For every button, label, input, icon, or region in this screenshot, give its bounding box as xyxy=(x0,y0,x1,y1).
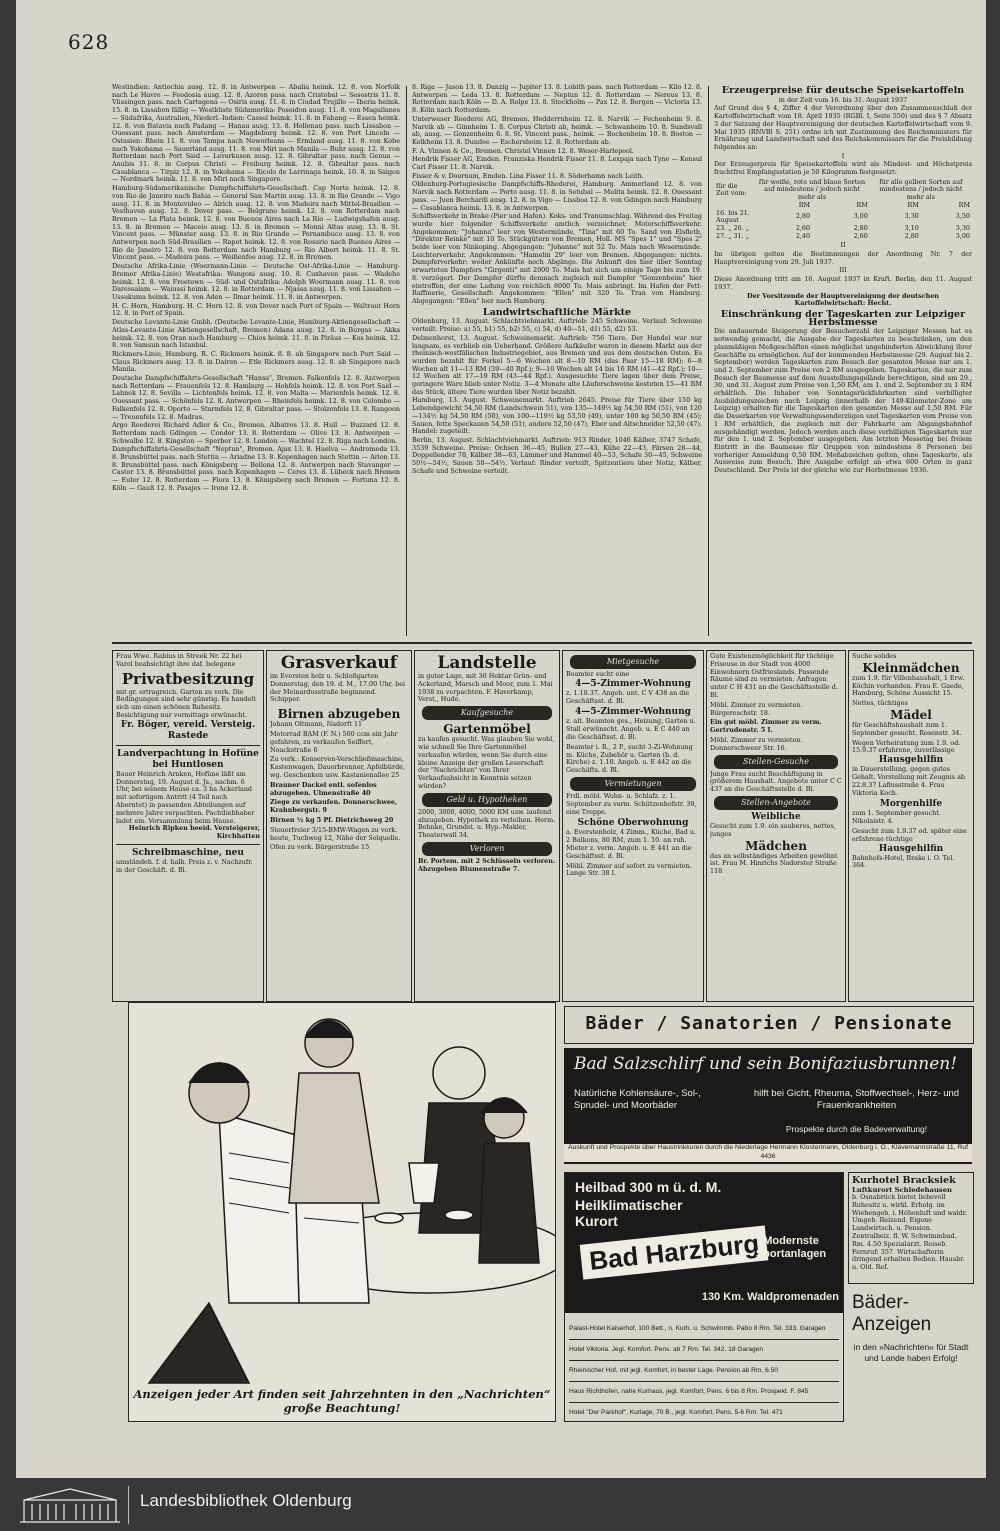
section-numeral: III xyxy=(839,266,847,275)
ad-text: z. alt. Beamten ges., Heizung, Garten u. Stall erwünscht. Angeb. u. E C 440 an die Geschäftsst. d. Bl. xyxy=(566,717,696,741)
table-row xyxy=(714,225,972,233)
harzburg-banner xyxy=(565,1173,843,1313)
shipping-column-1 xyxy=(112,84,400,636)
script-headline: Bad Salzschlirf und sein Bonifaziusbrunnen! xyxy=(574,1054,958,1074)
shipping-news-paragraph: Westindien: Antiochia ausg. 12. 8. in Antwerpen — Abalia heimk. 12. 8. von Norfolk nach Le Havre — Feodosia ausg. 12. 8. Azoren pass. nach Cristobal — Sesostris 11. 8. Vlissingen pass. nach Cartagena — Osiris ausg. 11. 8. in Ciudad Trujillo — Iberia heimk. 15. 8. in Lissabon fällig — Westküste Südamerika: Poseidon ausg. 11. 8. von Magallanes — Südafrika, Australien, Niederl.-Indien: Cassel heimk. 11. 8. in Fabang — Essen heimk. 12. 8. von Batavia nach Padang — Hanau ausg. 13. 8. Hollenau pass. nach Lissabon — Ouessant pass. nach Amsterdam — Magdeburg heimk. 12. 8. von Port Lincoln — Ostasien: Rhein 11. 8. von Tampa nach Neworleans — Ermland ausg. 11. 8. von Kobe nach Yokohama — Sauerland ausg. 11. 8. von Miri nach Manila — Ruhr ausg. 12. 8. von Rotterdam nach Port Said — Leverkusen ausg. 12. 8. Gibraltar pass. nach Genua — Anubis 11. 8. in Corpus Christi — Freiburg heimk. 12. 8. Gibraltar pass. nach Casablanca — Tirpiz 12. 8. in Yokohama — Ricolo de Larrinaga heimk. 10. 8. in Saigon — Nordmark heimk. 11. 8. von Miri nach Singapore. xyxy=(112,84,400,184)
ad-signature: Fr. Böger, vereid. Versteig. Rastede xyxy=(120,719,256,741)
ad-column-3 xyxy=(414,650,560,1002)
prices-table xyxy=(714,179,972,241)
list-item: Rheinischer Hof, mit jegl. Komfort, in bester Lage. Pension ab Rm. 6.50 xyxy=(569,1361,839,1382)
ad-title: Weibliche xyxy=(751,811,801,822)
prices-text: Im übrigen gelten die Bestimmungen der Anordnung Nr. 7 der Hauptvereinigung vom 29. Juli 1937. xyxy=(714,250,972,266)
ad-text: Ziege zu verkaufen. Donnerschwee, Krahnbergstr. 9 xyxy=(270,798,398,815)
section-banner: Geld u. Hypotheken xyxy=(422,793,552,807)
table-cell: 3,30 xyxy=(955,223,970,232)
ad-column-2 xyxy=(266,650,412,1002)
table-header-cell: für alle gelben Sorten auf mindestens / jedoch nicht mehr als xyxy=(879,177,963,202)
market-report: Berlin, 13. August. Schlachtviehmarkt. Auftrieb: 913 Rinder, 1046 Kälber, 3747 Schafe, 3539 Schweine. Preise: Ochsen 36—45, Bullen 27—43, Kühe 22—43, Färsen 28—44, Doppellender 78, Kälber 38—63, Lämmer und Hammel 40—53, Schafe 30—45, Schweine 50½—54½, Sauen 50—54½. Verlauf: Rinder verteilt, Spitzentiere über Notiz, Kälber, Schafe und Schweine verteilt. xyxy=(412,435,702,475)
hotel-list xyxy=(569,1319,839,1422)
list-item: Palast-Hotel Kaiserhof, 100 Bett., n. Kurh. u. Schwimmb. Pabo 8 Rm. Tel. 333. Garagen xyxy=(569,1319,839,1340)
ad-hausgehilfin xyxy=(852,653,970,870)
ad-text: Beamter i. R., 2 P., sucht 3-Zi-Wohnung m. Küche, Zubehör u. Garten (b. d. Kirche) z. 1.10. Angeb. u. E 442 an die Geschäfts. d. Bl. xyxy=(566,742,693,775)
ad-text: Möbl. Zimmer zu vermieten. Bürgereschstr. 18. xyxy=(710,700,803,717)
shipping-news-paragraph: Dampfschiffahrts-Gesellschaft "Neptun", Bremen. Ajax 13. 8. Huelva — Andromeda 13. 8. Brunsbüttel pass. nach Stettin — Ariadne 13. 8. Kopenhagen nach Stettin — Arion 13. 8. Brunsbüttel pass. nach Königsberg — Bellona 12. 8. Antwerpen nach Stavanger — Castor 13. 8. Brunsbüttel pass. nach Kopenhagen — Ceres 13. 8. Lübeck nach Bremen — Euler 12. 8. Rotterdam — Flora 13. 8. Königsberg nach Bremen — Fortuna 12. 8. Köln — Gauß 12. 8. Pasajes — Irene 12. 8. xyxy=(112,445,400,492)
table-units-row xyxy=(714,202,972,210)
prices-signature: Der Vorsitzende der Hauptvereinigung der deutschen Kartoffelwirtschaft: Hecht. xyxy=(747,291,939,308)
ad-text: Ofen zu verk. Bürgerstraße 15 xyxy=(270,843,370,852)
salzschlirf-ad xyxy=(564,1048,972,1164)
shipping-news-paragraph: 8. Riga — Jason 13. 8. Danzig — Jupiter 13. 8. Lobith pass. nach Rotterdam — Kilo 12. 8. Antwerpen — Leda 13. 8. Rotterdam — Neptun 12. 8. Rotterdam — Nereus 13. 8. Rotterdam nach Köln — D. A. Rolpe 13. 8. Stockholm — Pax 12. 8. Bergen — Victoria 13. 8. Köln nach Rotterdam. xyxy=(412,84,702,115)
ad-text: zum 1.9. für Villenhaushalt, 1 Erw. Köchin vorhanden. Frau E. Gaede, Hamburg, Schöne Aussicht 15. xyxy=(852,673,965,698)
prices-text: Diese Anordnung tritt am 16. August 1937 in Kraft. Berlin, den 11. August 1937. xyxy=(714,275,972,291)
ad-text: hilft bei Gicht, Rheuma, Stoffwechsel-, Herz- und Frauenkrankheiten xyxy=(753,1088,960,1111)
section-numeral: I xyxy=(841,151,845,160)
table-cell: 2,60 xyxy=(853,231,868,240)
ad-text: Brauner Dackel entl. sofenlos abzugeben. Ulmenstraße 40 xyxy=(270,780,377,797)
shipping-news-paragraph: Argo Reederei Richard Adler & Co., Bremen. Albatros 13. 8. Hull — Buzzard 12. 8. Rotterdam nach Gdingen — Condor 13. 8. Rotterdam — Olive 13. 8. Antwerpen — Schwalbe 12. 8. Kingston — Sperber 12. 8. London — Wachtel 12. 8. Riga nach London. xyxy=(112,421,400,445)
ad-title: Hausgehilfin xyxy=(878,843,944,854)
ad-text: in den »Nachrichten« für Stadt und Lande haben Erfolg! xyxy=(853,1342,969,1363)
ad-text: Frau Wwe. Rabius in Streek Nr. 22 bei Varel beabsichtigt ihre daf. belegene xyxy=(116,653,242,668)
page-number: 628 xyxy=(68,30,110,54)
ad-title: Schreibmaschine, neu xyxy=(132,847,244,858)
ad-text: Prospekte durch die Badeverwaltung! xyxy=(785,1124,928,1134)
table-row xyxy=(714,233,972,241)
ad-title: Hausgehilfin xyxy=(878,755,944,766)
table-cell: 3,50 xyxy=(955,212,970,221)
shipping-news-paragraph: Rickmers-Linie, Hamburg. R. C. Rickmers heimk. 8. 8. ab Singapore nach Port Said — Claus Rickmers ausg. 13. 8. in Dairen — Etle Rickmers ausg. 12. 8. ab Singapore nach Manila. xyxy=(112,349,400,374)
baeder-title: Bäder / Sanatorien / Pensionate xyxy=(585,1013,953,1034)
newspaper-page xyxy=(16,0,986,1478)
section-rule xyxy=(112,642,972,644)
ad-gras xyxy=(270,653,408,852)
ad-text: Gute Existenzmöglichkeit für tüchtige Friseuse in der Stadt von 4000 Einwohnern Ostfrieslands. Passende Räume sind zu vermieten. Anfragen unter C H 431 an die Geschäftsstelle d. Bl. xyxy=(710,653,838,699)
ad-text: b. Osnabrück bietet liebevoll Ruhesitz u. wirkl. Erholg. im Wiehengeb. i. Höhenluft und waldr. Umgeb. Reizend. Eigene Landwirtsch. u. Pension. Zentralheiz. fl. W. Schwimmbad. Rm. 4.50 Spezialarzt. Reiseb. Fernruf: 357. Wirtschafterin dringend erhalten Bedien. Hausbr. u. Old. Ref. xyxy=(852,1193,968,1272)
ad-text: 130 Km. Waldpromenaden xyxy=(701,1291,839,1303)
ad-text: Möbl. Zimmer zu vermieten. Donnerschweer Str. 16. xyxy=(710,735,803,752)
footer-separator xyxy=(128,1486,129,1524)
ad-text: Br. Portem. mit 2 Schlüsseln verloren. Abzugeben Blumenstraße 7. xyxy=(418,856,556,873)
markets-heading: Landwirtschaftliche Märkte xyxy=(482,306,632,318)
library-label: Landesbibliothek Oldenburg xyxy=(140,1491,352,1510)
ad-column-5 xyxy=(706,650,846,1002)
ad-title: Privatbesitzung xyxy=(121,669,255,688)
market-report: Oldenburg, 13. August. Schlachtviehmarkt. Auftrieb: 245 Schweine. Verlauf: Schweine verteilt. Preise: a) 55, b1) 55, b2) 55, c) 54, d) 40—51, d1) 55, d2) 53. xyxy=(412,317,702,334)
family-reading-illustration xyxy=(129,1003,555,1393)
table-cell: 3,30 xyxy=(904,212,919,221)
table-cell: 23. „ 26. „ xyxy=(716,223,750,232)
column-rule xyxy=(406,86,407,636)
ad-title: Kleinmädchen xyxy=(862,660,960,675)
table-cell: RM xyxy=(958,200,970,209)
shipping-news-paragraph: Fisser & v. Doornum, Emden. Lina Fisser 11. 8. Söderhamn nach Leith. xyxy=(412,171,644,180)
ad-text: Heilklimatischer Kurort xyxy=(575,1197,683,1229)
column-rule xyxy=(708,86,709,636)
baeder-anzeigen-ad xyxy=(852,1292,970,1420)
table-cell: 27. „ 31. „ xyxy=(716,231,750,240)
bracksiek-ad xyxy=(848,1172,974,1284)
ad-title: 4—5-Zimmer-Wohnung xyxy=(575,678,691,689)
ad-stellen xyxy=(710,653,842,876)
table-cell: 2,60 xyxy=(795,223,811,232)
ad-text: Gesucht zum 1.9.37 od. später eine erfahrene tüchtige xyxy=(852,826,967,843)
messe-text: Die andauernde Steigerung der Besucherzahl der Leipziger Messen hat es notwendig gemacht, die Ausgabe der Tageskarten zu beschränken, um den planmäßigen Meßgeschäften einen möglichst ungehinderten Abwicklung ihrer Geschäfte zu ermöglichen. Auf der kommenden Herbstmesse (29. August bis 2. September) werden Tageskarten zum Besuch der gesamten Messe nur am 1. und 2. September zum Preise von 2 RM ausgegeben. Tageskarten, die nur zum Besuch der Baumesse auf dem Ausstellungsgelände berechtigen, sind am 29., 30. und 31. August zum Preise von 1,50 RM, am 1. und 2. September zu 1 RM erhältlich. Die Inhaber von Sonntagsrückfahrkarten sind verbilligter Ausbildungszeichen nach Leipzig (innerhalb der 149-Kilometer-Zone um Leipzig) erhalten für die Tageskarten den gesamten Messe auf 1,50 RM. Für die Dauerkarten vor Verwaltungssonderzügen und Tageskarten vom Preise von 1 RM erhältlich, die zugleich mit der Fahrkarte am Abgangsbahnhof ausgehändigt werden. Jedoch werden auch diese verbilligten Tageskarten nur für den 1. und 2. September ausgegeben. Am letzten Messetag bei freiem Eintritt in die Baumesse für Gruppen von mindestens 8 Personen bei vorheriger Anmeldung 0,50 RM. Meßabzeichen gelten, ohne Tageskarte, als Ausweise zum Besuch. Ihre Ausgabe erfolgt an etwa 600 Orten in ganz Deutschland. Der Preis ist der gleiche wie zur Herbstmesse 1936. xyxy=(714,327,972,475)
library-building-icon xyxy=(18,1486,122,1524)
baeder-header xyxy=(564,1006,974,1044)
ad-text: Auskunft und Prospekte über Haustrinkkuren durch die Niederlage Hermann Klostermann, Oldenburg i. O., Klävemannstraße 11, Ruf 4436 xyxy=(564,1144,972,1162)
ad-text: Ein gut möbl. Zimmer zu verm. Gertrudenstr. 5 I. xyxy=(710,718,822,735)
ad-title: Mädel xyxy=(890,707,932,722)
prices-column xyxy=(714,84,972,636)
slogan-text: Anzeigen jeder Art finden seit Jahrzehnten in den „Nachrichten“ große Beachtung! xyxy=(133,1387,551,1415)
ad-privat xyxy=(116,653,260,875)
table-header-row xyxy=(714,179,972,202)
prices-subheading: in der Zeit vom 16. bis 31. August 1937 xyxy=(778,95,908,104)
ad-text: Steuerfreier 3/15-BMW-Wagen zu verk. heute, Tuchweg 12, Nähe der Solquelle. xyxy=(270,825,401,842)
table-cell: RM xyxy=(856,200,868,209)
section-numeral: II xyxy=(840,241,846,250)
ad-title: 4—5-Zimmer-Wohnung xyxy=(575,707,691,718)
ad-text: im Eversten holz u. Schloßgarten Donnerstag, den 19. d. M., 17.00 Uhr, bei der Meinardusstraße beginnend. Schipper. xyxy=(270,672,406,704)
table-cell: RM xyxy=(907,200,919,209)
shipping-news-paragraph: Unterweser Reederei AG, Bremen. Hedderrnheim 12. 8. Narvik — Fechenheim 9. 8. Narvik ab — Ginnheim 1. 8. Corpus Christi ab, heimk. — Schwanheim 10. 8. Sundsvall ab, ausg. — Gonzenheim 6. 8. St. Vincent pass., heimk. — Bockenheim 10. 8. Boston — Kelkheim 13. 8. Dundee — Eschersheim 12. 8. Rotterdam ab. xyxy=(412,114,702,146)
section-banner: Vermietungen xyxy=(570,777,696,791)
ad-title: Bäder-Anzeigen xyxy=(852,1292,932,1335)
table-cell: 2,80 xyxy=(904,231,919,240)
table-row xyxy=(714,210,972,225)
ad-text: Johann Oltmann, Nadorft 11 xyxy=(270,720,363,729)
ad-text: Möbl. Zimmer auf sofort zu vermieten. Lange Str. 38 I. xyxy=(566,861,692,878)
ad-text: in Dauerstellung, gegen gutes Gehalt. Vorstellung mit Zeugnis ab 22.8.37 Lafiusstraße 4. Frau Viktoria Koch. xyxy=(852,765,965,797)
ad-text: Luftkurort Schledehausen xyxy=(852,1186,952,1194)
shipping-news-paragraph: Schiffsverkehr in Brake (Pier und Hafen). Koks- und Tranumschlag. Während des Freitag wurde hier folgender Schiffsverkehr amtlich verzeichnet: Motorschiffsverkehr. Angekommen: "Johanna" leer von Westermünde, "Tina" mit 60 To. Sand von Elsfleth, "Direktor Reinke" mit 10 To. Stückgütern von Bremen, Holl. MS "Spes 1" und "Spes 2" beide leer von Ninkoping. Abgegangen: "Johanne" mit 52 To. Mais nach Wesermünde. Leichterverkehr. Angekommen: "Hamelin 29" leer von Bremen. Abgegangen: nichts. Dampferverkehr: weder Ankünfte noch Abgänge. Die Ankunft des hier über Sonntag erwarteten Dampfers "Girgenti" mit 2000 To. Mais hat sich um einige Tage bis zum 19. 8. verzögert. Der Dampfer dürfte demnach zugleich mit Dampfer "Gonzenheim" hier eintreffen, der eine Ladung von reichlich 8000 To. Mais anbringt. Im Hafen der Fett-Raffinerie, Gesellschaft: Angekommen: "Ellen" mit 320 To. Tran von Hamburg. Abgegangen: "Ellen" leer nach Hamburg. xyxy=(412,212,702,305)
ad-text: zu kaufen gesucht. Was glauben Sie wohl, wie schnell Sie Ihre Gartenmöbel verkaufen würden, wenn Sie durch eine kleine Anzeige der großen Leserschaft der "Nachrichten" von Ihrer Verkaufsabsicht in Kenntnis setzen würden? xyxy=(418,735,555,790)
ad-title: Grasverkauf xyxy=(280,653,398,673)
shipping-news-paragraph: F. A. Vinnen & Co., Bremen. Christel Vinnen 12. 8. Weser-Harlepool. xyxy=(412,146,634,155)
shipping-news-paragraph: Deutsche Afrika-Linie (Woermann-Linie — Deutsche Ost-Afrika-Linie — Hamburg-Bremer Afrika-Linie) Westafrika: Wangoni ausg. 10. 8. Cuxhaven pass. — Wadehe heimk. 12. 8. von Freetown — Süd- und Ostafrika: Adolph Woermann ausg. 11. 8. von Daressalam — Waiussi heimk. 12. 8. in Rotterdam — Njassa ausg. 11. 8. von Lissabon — Ussukuma heimk. 12. 8. von Aden — Ilmar heimk. 11. 8. in Antwerpen. xyxy=(112,262,400,301)
shipping-column-2 xyxy=(412,84,702,636)
ad-text: 2000, 3000, 4000, 5000 RM usw. laufend abzugeben. Hypothek zu verleihen. Herm. Behnke, Grundst. u. Hyp.-Makler, Theaterwall 34. xyxy=(418,807,556,840)
illustration-ad xyxy=(128,1002,556,1422)
shipping-news-paragraph: Hendrik Fisser AG, Emden. Franziska Hendrik Fisser 11. 8. Lexpaja nach Tyne — Konsul Carl Fisser 11. 8. Narvik. xyxy=(412,155,702,172)
list-item: Hotel "Der Parkhof", Kurlage, 70 B., jegl. Komfort, Pens. 5-6 Rm. Tel. 471 xyxy=(569,1409,783,1416)
table-cell: 2,80 xyxy=(853,223,868,232)
ad-text: Bahnhofs-Hotel, Brake i. O. Tel. 364. xyxy=(852,853,955,870)
ad-signature: Heinrich Ripken beeid. Versteigerer, Kirchhatten xyxy=(128,824,260,841)
table-header-cell: für weiße, rote und blaue Sorten auf mindestens / jedoch nicht mehr als xyxy=(758,177,866,202)
table-cell: 2,40 xyxy=(795,231,811,240)
ad-text: Beamter sucht eine xyxy=(566,670,630,678)
prices-intro: Auf Grund des § 4, Ziffer 4 der Verordnung über den Zusammenschluß der Kartoffelwirtschaft vom 18. April 1935 (RGBl. I, Seite 550) und des § 7 Absatz 3 der Satzung der Hauptvereinigung der deutschen Kartoffelwirtschaft vom 9. Mai 1935 (RNVBl S. 251) ordne ich mit Zustimmung des Reichsministers für Ernährung und Landwirtschaft und des Reichskommissars für die Preisbildung folgendes an: xyxy=(714,104,972,151)
ad-text: Natürliche Kohlensäure-, Sol-, Sprudel- und Moorbäder xyxy=(574,1088,701,1111)
table-cell: 2,80 xyxy=(795,212,811,221)
ad-text: Bauer Heinrich Arnken, Hofüne läßt am Donnerstag, 19. August d. Js., nachm. 6 Uhr, bei seinem Hause ca. 3 ha Ackerland mit sofortigem Antritt (4 Teil nach Aberntet) in passenden Abteilungen auf mehrere Jahre verpachten. Pachtliebhaber ladet ein. Versammlung beim Hause. xyxy=(116,769,255,825)
table-cell: 16. bis 21. August xyxy=(716,208,750,225)
ad-text: Wegen Verheiratung zum 1.9. od. 15.9.37 erfahrene, zuverlässige xyxy=(852,738,961,755)
ad-text: a. Everstenholz, 4 Zimm., Küche, Bad u. 2 Balkons, 80 RM, zum 1. 10. an ruh. Mieter z. verm. Angeb. u. E 441 an die Geschäftsst. d. Bl. xyxy=(566,828,697,860)
list-item: Hotel Viktoria. Jegl. Komfort. Pens. ab 7 Rm. Tel. 342. 18 Garagen xyxy=(569,1340,839,1361)
shipping-news-paragraph: Oldenburg-Portugiesische Dampfschiffs-Rhederei, Hamburg. Ammerland 12. 8. von Narvik nach Rotterdam — Porto ausg. 11. 8. in Setubal — Melita heimk. 12. 8. Ouessant pass. — Juen Berchardi ausg. 12. 8. in Vigo — Lissboa 12. 8. von Gdingen nach Hamburg — Casablanca heimk. 13. 8. in Antwerpen. xyxy=(412,180,702,212)
ad-column-4 xyxy=(562,650,704,1002)
ad-text: Zu verk.: Konserven-Verschließmaschine, Kastenwagen, Dauerbrenner, Apfelbürde, wg. Geschenken usw. Kastanienallee 25 xyxy=(270,755,405,779)
ad-text: Frdl. möbl. Wohn- u. Schlafz. z. 1. September zu verm. Schützenhofstr. 39, eine Treppe. xyxy=(566,791,697,816)
ad-text: Suche solides xyxy=(852,653,897,660)
ad-text: zum 1. September gesucht. Nikolaistr. 4. xyxy=(852,809,941,826)
ad-text: Motorrad BAM (F. N.) 500 ccm ein Jahr gefahren, zu verkaufen Seiffert, Noackstraße 6 xyxy=(270,729,398,754)
footer-bar xyxy=(0,1478,1000,1531)
ad-column-1 xyxy=(112,650,264,1002)
ad-text: Modernste Sportanlagen xyxy=(755,1235,827,1260)
section-banner: Verloren xyxy=(422,842,552,856)
section-banner: Stellen-Gesuche xyxy=(714,755,838,769)
section-banner: Mietgesuche xyxy=(570,655,696,669)
ad-text: Junge Frau sucht Beschäftigung in größerem Haushalt. Angebote unter C C 437 an die Geschäftsstelle d. Bl. xyxy=(710,769,842,794)
ad-text: Nettes, tüchtiges xyxy=(852,699,908,708)
ad-title: Schöne Oberwohnung xyxy=(577,818,689,829)
table-cell: 3,00 xyxy=(955,231,970,240)
section-banner: Stellen-Angebote xyxy=(714,796,838,810)
ad-bracksiek xyxy=(852,1175,970,1272)
prices-heading: Erzeugerpreise für deutsche Speisekartoffeln xyxy=(721,85,965,96)
prices-text: Der Erzeugerpreis für Speisekartoffeln wird als Mindest- und Höchstpreis frachtfrei Empfangsstation je 50 Kilogramm festgesetzt: xyxy=(714,160,972,177)
ad-column-6 xyxy=(848,650,974,1002)
ad-landstelle xyxy=(418,653,556,874)
ad-title: Landstelle xyxy=(437,653,537,673)
table-cell: 3,00 xyxy=(853,212,868,221)
list-item: Haus Richthofen, nahe Kurhaus, jegl. Komfort, Pens. 6 bis 8 Rm. Prospekt. F. 845 xyxy=(569,1382,839,1403)
ad-text: mit gr. ertragreich. Garten zu verk. Die Bedingungen sind sehr günstig. Es handelt sich um einen schönen Ruhesitz. Besichtigung nur vormittags erwünscht. xyxy=(116,687,256,719)
ad-title: Kurhotel Bracksiek xyxy=(852,1175,956,1186)
harzburg-title: Bad Harzburg xyxy=(580,1225,769,1279)
shipping-news-paragraph: Hamburg-Südamerikanische Dampfschiffahrts-Gesellschaft. Cap Norte heimk. 12. 8. von Rio de Janeiro nach Bahia — General San Martin ausg. 13. 8. in Rio Grande — Vigo ausg. 11. 8. in Montevideo — Alrich ausg. 12. 8. von Madeira nach Mittel-Brasilien — Vesthaven ausg. 12. 8. Dover pass. — Belgrano heimk. 12. 8. von Rotterdam nach Bremen — La Plata heimk. 12. 8. von Buenos Aires nach La Rio — Ludwigshafen ausg. 13. 8. in Bremen — Maceio ausg. 13. 8. in Bremen — Monni Altas ausg. 13. 8. St. Vincent pass. — Münster ausg. 13. 8. in Rio Grande — Pernambuco ausg. 13. 8. von Antwerpen nach Süd-Brasilien — Rapot heimk. 12. 8. von Rosario nach Buenos Aires — Rio de Janeiro 12. 8. von Rotterdam nach Hamburg — Rio Albert heimk. 11. 8. St. Vincent pass. — Madeira pass. — Weißenfee ausg. 12. 8. in Bremen. xyxy=(112,184,400,262)
messe-heading: Einschränkung der Tageskarten zur Leipziger Herbstmesse xyxy=(720,308,966,328)
ad-title: Landverpachtung in Hofüne bei Huntlosen xyxy=(117,748,259,770)
ad-text: Gesucht zum 1.9. ein sauberes, nettes, junges xyxy=(710,821,836,838)
ad-title: Mädchen xyxy=(745,838,807,853)
ad-miet xyxy=(566,653,700,878)
ad-text: z. 1.10.37. Angeb. unt. C V 438 an die Geschäftsst. d. Bl. xyxy=(566,688,690,705)
ad-text: umständeh. f. d. halb. Preis z. v. Nachzufr. in der Geschäft. d. Bl. xyxy=(116,857,253,874)
ad-text: Birnen ½ kg 5 Pf. Dietrichsweg 20 xyxy=(270,815,394,824)
shipping-news-paragraph: H. C. Horn, Hamburg. H. C. Horn 12. 8. von Dover nach Port of Spain — Waltraut Horn 12. 8. in Port of Spain. xyxy=(112,301,400,318)
shipping-news-paragraph: Deutsche Levante-Linie Gmbh. (Deutsche Levante-Linie, Hamburg-Aktiengesellschaft — Atlas-Levante-Linie Aktiengesellschaft, Bremen) Adana ausg. 12. 8. in Burgas — Akka heimk. 12. 8. von Oran nach Hamburg — Chios heimk. 11. 8. in Piräus — Kos heimk. 12. 8. von Samsun nach Istanbul. xyxy=(112,318,400,350)
ad-text: in guter Lage, mit 30 Hektar Grün- und Ackerland, Marsch und Moor, zum 1. Mai 1938 zu verpachten. F. Haverkamp, Verst., Hude. xyxy=(418,672,553,704)
table-cell: 3,10 xyxy=(904,223,919,232)
ad-title: Gartenmöbel xyxy=(443,722,531,737)
market-report: Hamburg, 13. August. Schweinemarkt. Auftrieb 2645. Preise für Tiere über 150 kg Lebendgewicht 54,50 RM (Landschwein 51), von 135—149½ kg 54,50 RM (51), von 120—134½ kg 54,50 RM (50), von 100—119½ kg 53,50 (49), unter 100 kg 50,50 RM (45); Sauen, fette Speckauen 54,50 (51), andere 52,50 (47), Eber und Altschneider 52,50 (47). Handel: zugeteilt. xyxy=(412,396,702,436)
ad-title: Birnen abzugeben xyxy=(277,707,401,722)
harzburg-ad xyxy=(564,1172,844,1422)
shipping-news-paragraph: Deutsche Dampfschiffahrts-Gesellschaft "Hansa", Bremen. Falkenfels 12. 8. Antwerpen nach Rotterdam — Frauenfels 12. 8. Hamburg — Hohfels heimk. 12. 8. von Port Said — Lahnek 12. 8. Sevilla — Lichtenfels heimk. 12. 8. von Malta — Marienfels heimk. 12. 8. Ouessant pass. — Schönfels 12. 8. Antwerpen — Rheinfels heimk. 12. 8. von Colombo — Falkenfels 12. 8. Oporto — Sturmfels 12. 8. Gibraltar pass. — Stolzenfels 13. 8. Rangoon — Treuenfels 12. 8. Madras. xyxy=(112,374,400,421)
table-cell: RM xyxy=(798,200,811,209)
market-report: Delmenhorst, 13. August. Schweinemarkt. Auftrieb: 756 Tiere. Der Handel war nur langsam, es verblieb ein Ueberhand. Größere Aufkäufer waren in diesem Markt aus der rheinisch-westfälischen Industriegebiet, aus Bremen und aus dem deutschen Osten. Es wurden bezahlt für Ferkel 5—6 Wochen alt 8—10 RM (das Paar 15—18 RM); 6—8 Wochen alt 11—13 RM (39—40 Rpf.); 9—10 Wochen alt 14 bis 16 RM (41—42 Rpf.); 10—12 Wochen alt 17—19 RM (43—44 Rpf.). Ausgesuchte Tiere lagen über dem Preise, geringere Ware blieb unter Notiz. 3—4 Monate alte Läuferschweine kosteten 15—41 RM das Stück, ältere Tiere wurden über Notiz bezahlt. xyxy=(412,333,702,396)
ad-text: Heilbad 300 m ü. d. M. xyxy=(575,1179,722,1195)
ad-text: das an selbständiges Arbeiten gewöhnt ist. Frau M. Hinrichs Nadorster Straße 118 xyxy=(710,851,838,876)
table-header-cell: für die Zeit vom: xyxy=(716,181,747,198)
ad-title: Morgenhilfe xyxy=(879,799,943,810)
ad-text: für Geschäftshaushalt zum 1. September gesucht. Rosenstr. 34. xyxy=(852,720,962,737)
section-banner: Kaufgesuche xyxy=(422,706,552,720)
